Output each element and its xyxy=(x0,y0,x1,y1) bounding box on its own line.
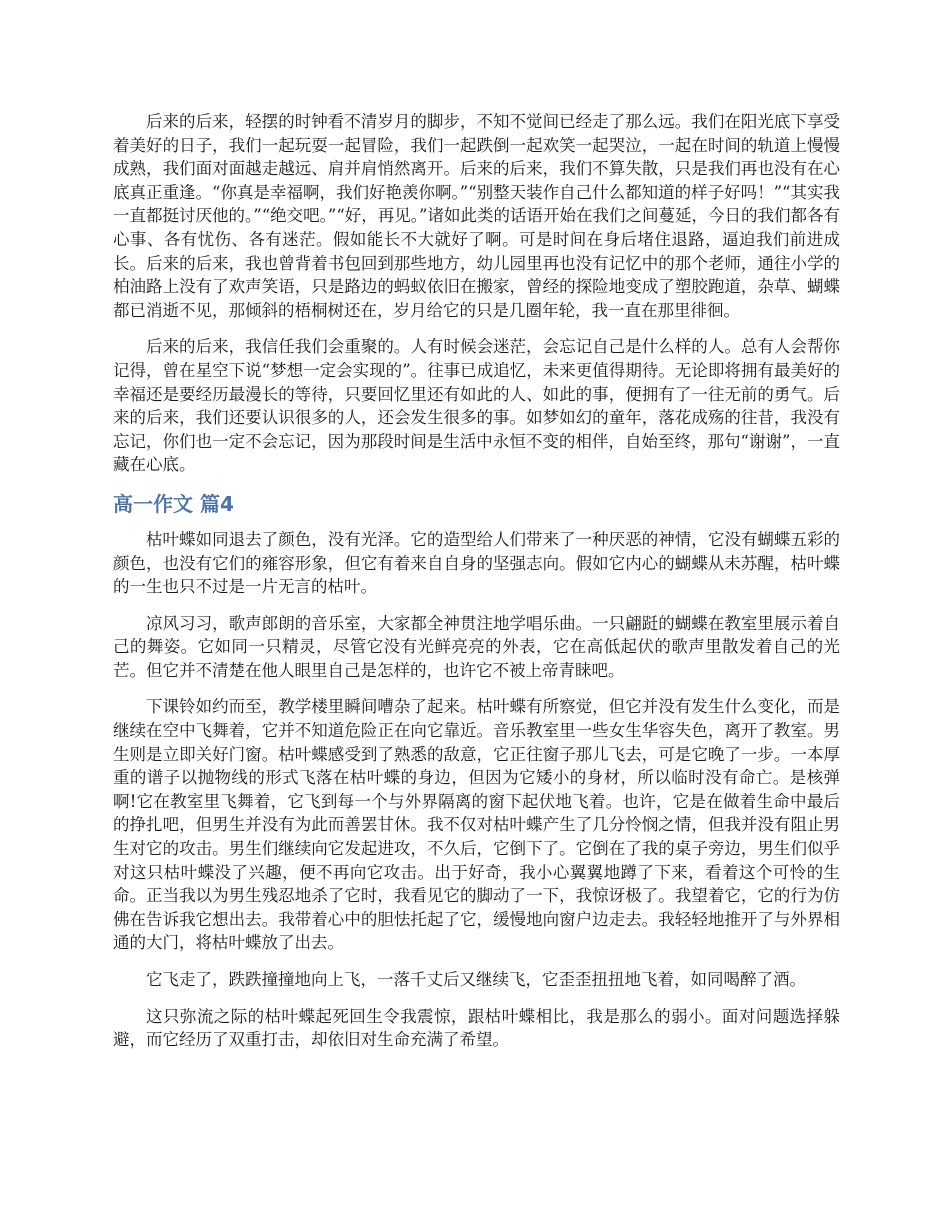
document-body xyxy=(113,110,840,1065)
paragraph: 枯叶蝶如同退去了颜色，没有光泽。它的造型给人们带来了一种厌恶的神情，它没有蝴蝶五彩的颜色，也没有它们的雍容形象，但它有着来自自身的坚强志向。假如它内心的蝴蝶从未苏醒，枯叶蝶的一生也只不过是一片无言的枯叶。 xyxy=(113,529,840,597)
section-heading: 高一作文 篇4 xyxy=(113,491,234,516)
paragraph: 凉风习习，歌声郎朗的音乐室，大家都全神贯注地学唱乐曲。一只翩跹的蝴蝶在教室里展示着自己的舞姿。它如同一只精灵，尽管它没有光鲜亮亮的外表，它在高低起伏的歌声里散发着自己的光芒。但它并不清楚在他人眼里自己是怎样的，也许它不被上帝青睐吧。 xyxy=(113,613,840,680)
paragraph: 这只弥流之际的枯叶蝶起死回生令我震惊，跟枯叶蝶相比，我是那么的弱小。面对问题选择躲避，而它经历了双重打击，却依旧对生命充满了希望。 xyxy=(113,1006,840,1050)
paragraph: 后来的后来，我信任我们会重聚的。人有时候会迷茫，会忘记自己是什么样的人。总有人会帮你记得，曾在星空下说“梦想一定会实现的”。往事已成追忆，未来更值得期待。无论即将拥有最美好的幸福还是要经历最漫长的等待，只要回忆里还有如此的人、如此的事，便拥有了一往无前的勇气。后来的后来，我们还要认识很多的人，还会发生很多的事。如梦如幻的童年，落花成殇的往昔，我没有忘记，你们也一定不会忘记，因为那段时间是生活中永恒不变的相伴，自始至终，那句“谢谢”，一直藏在心底。 xyxy=(113,337,840,475)
paragraph: 它飞走了，跌跌撞撞地向上飞，一落千丈后又继续飞，它歪歪扭扭地飞着，如同喝醉了酒。 xyxy=(146,970,806,989)
paragraph: 后来的后来，轻摆的时钟看不清岁月的脚步，不知不觉间已经走了那么远。我们在阳光底下享受着美好的日子，我们一起玩耍一起冒险，我们一起跌倒一起欢笑一起哭泣，一起在时间的轨道上慢慢成熟，我们面对面越走越远、肩并肩悄然离开。后来的后来，我们不算失散，只是我们再也没有在心底真正重逢。“你真是幸福啊，我们好艳羡你啊。”“别整天装作自己什么都知道的样子好吗！”“其实我一直都挺讨厌他的。”“绝交吧。”“好，再见。”诸如此类的话语开始在我们之间蔓延，今日的我们都各有心事、各有忧伤、各有迷茫。假如能长不大就好了啊。可是时间在身后堵住退路，逼迫我们前进成长。后来的后来，我也曾背着书包回到那些地方，幼儿园里再也没有记忆中的那个老师，通往小学的柏油路上没有了欢声笑语，只是路边的蚂蚁依旧在搬家，曾经的探险地变成了塑胶跑道，杂草、蝴蝶都已消逝不见，那倾斜的梧桐树还在，岁月给它的只是几圈年轮，我一直在那里徘徊。 xyxy=(113,112,840,320)
paragraph: 下课铃如约而至，教学楼里瞬间嘈杂了起来。枯叶蝶有所察觉，但它并没有发生什么变化，而是继续在空中飞舞着，它并不知道危险正在向它靠近。音乐教室里一些女生华容失色，离开了教室。男生则是立即关好门窗。枯叶蝶感受到了熟悉的敌意，它正往窗子那儿飞去，可是它晚了一步。一本厚重的谱子以抛物线的形式飞落在枯叶蝶的身边，但因为它矮小的身材，所以临时没有命亡。是核弹啊!它在教室里飞舞着，它飞到每一个与外界隔离的窗下起伏地飞着。也许，它是在做着生命中最后的挣扎吧，但男生并没有为此而善罢甘休。我不仅对枯叶蝶产生了几分怜悯之情，但我并没有阻止男生对它的攻击。男生们继续向它发起进攻，不久后，它倒下了。它倒在了我的桌子旁边，男生们似乎对这只枯叶蝶没了兴趣，便不再向它攻击。出于好奇，我小心翼翼地蹲了下来，看着这个可怜的生命。正当我以为男生残忍地杀了它时，我看见它的脚动了一下，我惊讶极了。我望着它，它的行为仿佛在告诉我它想出去。我带着心中的胆怯托起了它，缓慢地向窗户边走去。我轻轻地推开了与外界相通的大门，将枯叶蝶放了出去。 xyxy=(113,697,840,953)
